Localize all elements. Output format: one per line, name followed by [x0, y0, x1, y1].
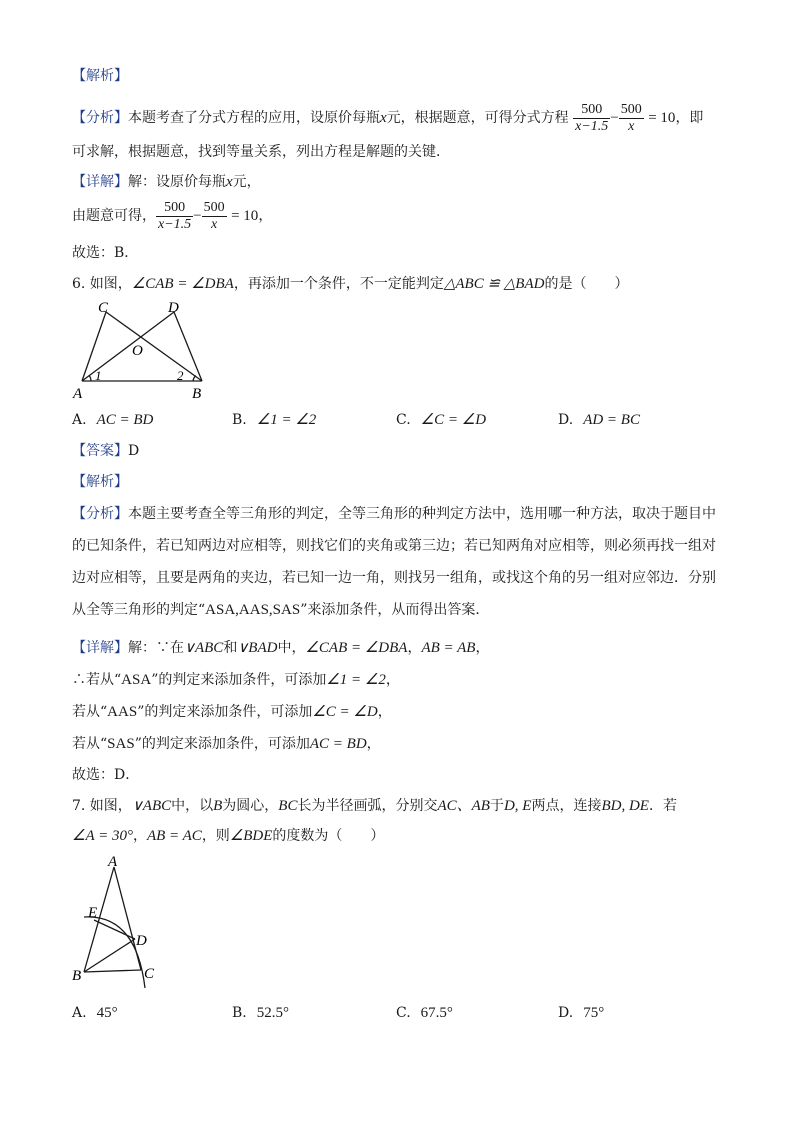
label-b: B [72, 968, 82, 984]
analysis-heading-q6: 【解析】 [72, 474, 128, 490]
q7-option-d[interactable]: D. 75° [558, 1005, 605, 1021]
analysis-heading-q5: 【解析】 [72, 68, 128, 84]
label-d: D [136, 933, 147, 949]
q7-option-c[interactable]: C. 67.5° [396, 1005, 453, 1021]
segment-ac [82, 312, 106, 381]
fraction-500-over-x-minus-1.5: $\frac{500}{x-1.5}$ [158, 199, 192, 232]
angle-1-arc [89, 376, 91, 381]
q6-detail-line2: ∴若从“ASA”的判定来添加条件，可添加∠1 = ∠2， [72, 672, 400, 688]
label-o: O [132, 343, 143, 359]
q7-stem-line1: 7. 如图，∨ABC中，以B为圆心，BC长为半径画弧，分别交AC、AB于D, E两点，连接BD, DE．若 [72, 798, 677, 814]
q5-brief-line2: 可求解，根据题意，找到等量关系，列出方程是解题的关键． [72, 144, 450, 160]
q6-detail-line1: 【详解】解：∵在∨ABC和∨BAD中，∠CAB = ∠DBA，AB = AB， [72, 640, 490, 656]
q7-option-a[interactable]: A. 45° [72, 1005, 118, 1021]
label-e: E [88, 905, 98, 921]
q6-detail-line4: 若从“SAS”的判定来添加条件，可添加AC = BD， [72, 736, 381, 752]
label-a: A [108, 854, 118, 870]
fraction-500-over-x: $\frac{500}{x}$ [203, 199, 225, 232]
q6-option-d[interactable]: D. AD = BC [558, 412, 640, 428]
q6-detail-line3: 若从“AAS”的判定来添加条件，可添加∠C = ∠D， [72, 704, 392, 720]
q6-option-a[interactable]: A. AC = BD [72, 412, 154, 428]
q6-brief-line3: 边对应相等，且要是两角的夹边，若已知一边一角，则找另一组角，或找这个角的另一组对应邻边．分别 [72, 570, 716, 586]
angle-2-arc [193, 376, 196, 381]
q5-choice: 故选：B． [72, 245, 139, 261]
q5-brief-line1: 【分析】本题考查了分式方程的应用，设原价每瓶x元，根据题意，可得分式方程 $\frac{500}{x-1.5}$ − $\frac{500}{x}$ = 10，即 [72, 101, 704, 134]
q6-answer: 【答案】D [72, 443, 140, 459]
q6-stem: 6. 如图，∠CAB = ∠DBA，再添加一个条件，不一定能判定△ABC ≌ △BAD的是（ ） [72, 276, 629, 292]
label-angle-2: 2 [177, 368, 184, 383]
label-c: C [144, 966, 155, 982]
q6-option-b[interactable]: B. ∠1 = ∠2 [232, 412, 317, 428]
q6-brief-line4: 从全等三角形的判定“ASA,AAS,SAS”来添加条件，从而得出答案． [72, 602, 490, 618]
segment-bc [84, 970, 141, 972]
label-angle-1: 1 [95, 368, 102, 383]
q7-figure [64, 850, 174, 998]
q7-option-b[interactable]: B. 52.5° [232, 1005, 289, 1021]
fraction-500-over-x: $\frac{500}{x}$ [620, 101, 642, 134]
q6-figure [70, 298, 220, 402]
label-a: A [73, 386, 83, 402]
q5-detail-line1: 【详解】解：设原价每瓶x元， [72, 174, 261, 190]
q6-brief-line1: 【分析】本题主要考查全等三角形的判定，全等三角形的种判定方法中，选用哪一种方法，取决于题目中 [72, 506, 716, 522]
label-d: D [168, 300, 179, 316]
fraction-500-over-x-minus-1.5: $\frac{500}{x-1.5}$ [575, 101, 609, 134]
label-c: C [98, 300, 109, 316]
q6-brief-line2: 的已知条件，若已知两边对应相等，则找它们的夹角或第三边；若已知两角对应相等，则必须再找一组对 [72, 538, 716, 554]
q6-choice: 故选：D． [72, 767, 140, 783]
label-b: B [192, 386, 202, 402]
q5-detail-line2: 由题意可得， $\frac{500}{x-1.5}$ − $\frac{500}{x}$ = 10， [72, 199, 273, 232]
q7-stem-line2: ∠A = 30°，AB = AC，则∠BDE的度数为（ ） [72, 828, 385, 844]
q6-option-c[interactable]: C. ∠C = ∠D [396, 412, 487, 428]
